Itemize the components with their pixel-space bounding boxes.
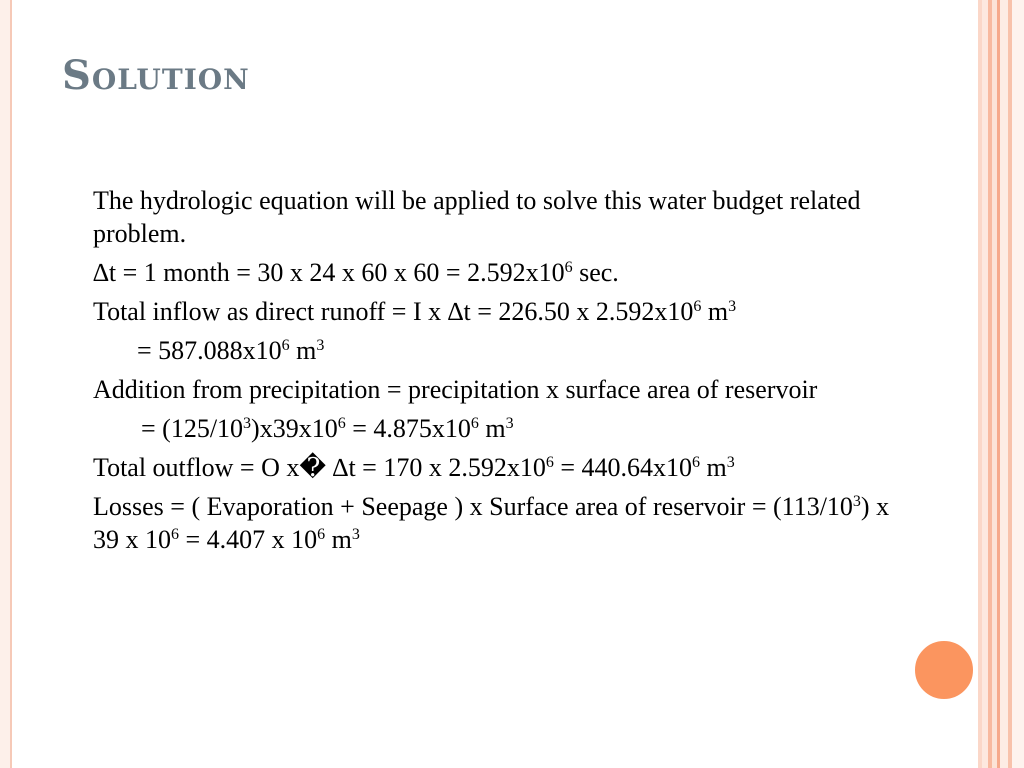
superscript: 6 [545, 454, 554, 471]
paragraph-precipitation [93, 373, 893, 406]
superscript: 6 [171, 526, 179, 543]
superscript: 6 [470, 415, 479, 432]
superscript: 6 [564, 259, 573, 276]
superscript: 3 [316, 337, 325, 354]
text-run: = 440.64x10 [553, 453, 693, 482]
text-run: sec. [572, 258, 619, 287]
superscript: 3 [728, 298, 737, 315]
superscript: 3 [726, 454, 735, 471]
paragraph-losses [93, 490, 893, 556]
text-run: ) x 39 x 10 [93, 492, 890, 554]
text-run: m [289, 336, 317, 365]
text-run: Total inflow as direct runoff = I x ∆t = 226.50 x 2.592x10 [93, 297, 694, 326]
text-run: = 4.407 x 10 [179, 525, 318, 554]
orange-circle-decoration [913, 639, 975, 701]
missing-glyph: � [299, 453, 327, 482]
text-run: Addition from precipitation = precipitation x surface area of reservoir [93, 375, 818, 404]
superscript: 6 [337, 415, 346, 432]
superscript: 6 [281, 337, 290, 354]
text-run: Losses = ( Evaporation + Seepage ) x Surface area of reservoir = (113/10 [93, 492, 853, 521]
superscript: 3 [243, 415, 252, 432]
paragraph-precipitation-result [93, 412, 893, 445]
superscript: 3 [351, 526, 360, 543]
text-run: = 587.088x10 [137, 336, 282, 365]
superscript: 6 [693, 298, 702, 315]
text-run: = 4.875x10 [345, 414, 471, 443]
text-run: )x39x10 [251, 414, 338, 443]
paragraph-total-inflow [93, 295, 893, 328]
text-run: ∆t = 170 x 2.592x10 [326, 453, 546, 482]
paragraph-inflow-result [93, 334, 893, 367]
paragraph-intro [93, 184, 893, 250]
paragraph-total-outflow [93, 451, 893, 484]
text-run: The hydrologic equation will be applied to solve this water budget related problem. [93, 186, 861, 248]
right-stripe-decoration [978, 0, 1024, 768]
slide-title: Solution [62, 52, 250, 99]
superscript: 3 [505, 415, 514, 432]
text-run: m [325, 525, 352, 554]
superscript: 6 [692, 454, 701, 471]
stripe [1000, 0, 1008, 768]
superscript: 6 [317, 526, 326, 543]
text-run: ∆t = 1 month = 30 x 24 x 60 x 60 = 2.592x10 [93, 258, 565, 287]
slide-body [93, 184, 893, 562]
text-run: m [478, 414, 506, 443]
stripe [1012, 0, 1024, 768]
text-run: = (125/10 [141, 414, 244, 443]
text-run: Total outflow = O x [93, 453, 300, 482]
text-run: m [701, 297, 729, 326]
text-run: m [700, 453, 727, 482]
left-border-decoration [0, 0, 12, 768]
superscript: 3 [852, 493, 861, 510]
paragraph-delta-t [93, 256, 893, 289]
